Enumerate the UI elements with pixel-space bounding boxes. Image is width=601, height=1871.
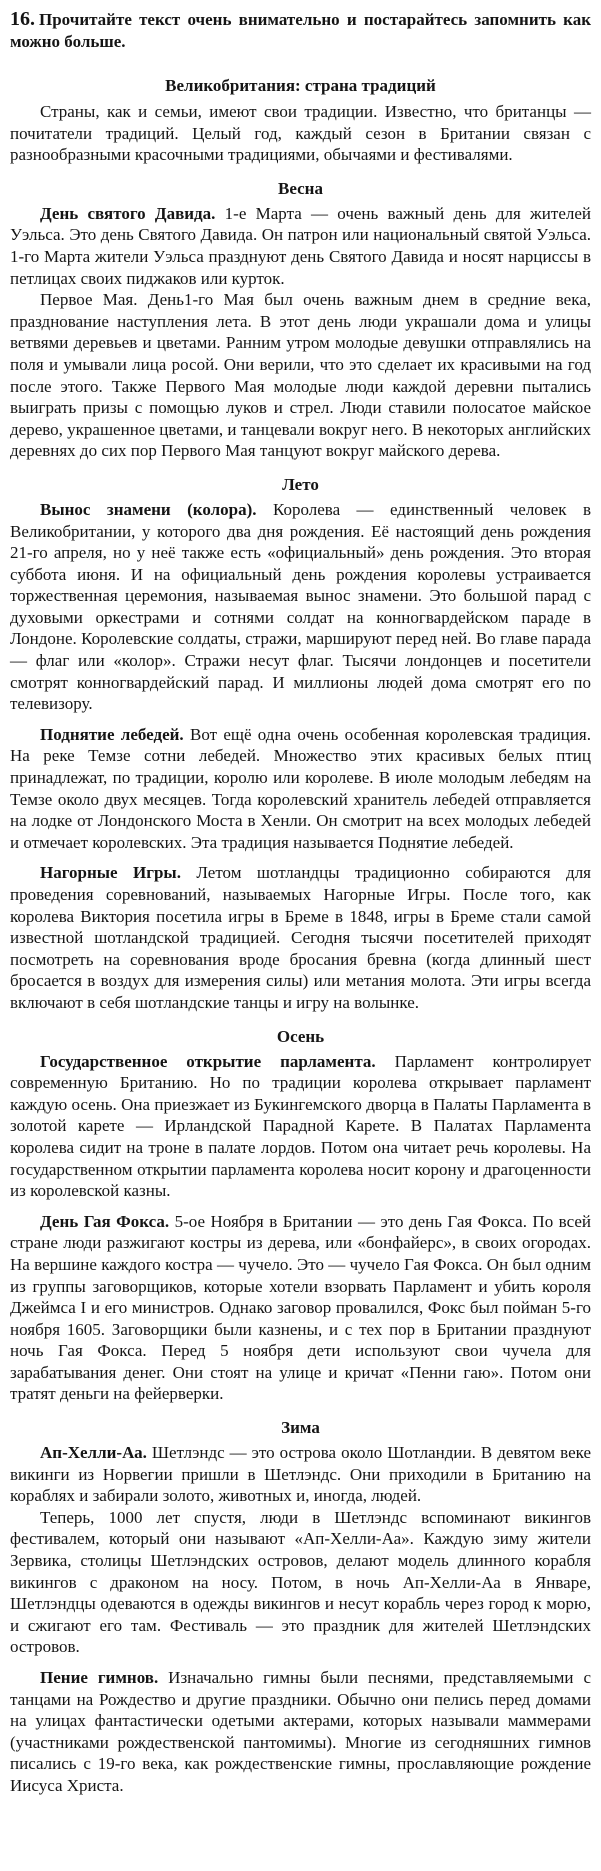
paragraph-text: Вот ещё одна очень особенная королевская традиция. На реке Темзе сотни лебедей. Множество этих красивых белых птиц принадлежат, по традиции, королю или королеве. В июле молодым лебедям на Темзе около двух месяцев. Тогда королевский хранитель лебедей отправляется на лодке от Лондонского Моста в Хенли. Он смотрит на всех молодых лебедей и отмечает королевских. Эта традиция называется Поднятие лебедей.	[10, 724, 591, 852]
task-instruction-text: Прочитайте текст очень внимательно и постарайтесь запомнить как можно больше.	[10, 10, 591, 51]
paragraph-carol-singing	[10, 1667, 591, 1797]
paragraph-st-david	[10, 203, 591, 289]
article-title: Великобритания: страна традиций	[165, 76, 436, 95]
paragraph-lead: Нагорные Игры.	[40, 863, 181, 883]
paragraph-lead: День святого Давида.	[40, 203, 216, 223]
intro-paragraph: Страны, как и семьи, имеют свои традиции. Известно, что британцы — почитатели традиций. Целый год, каждый сезон в Британии связан с разнообразными красочными традициями, обычаями и фестивалями.	[10, 102, 591, 165]
paragraph-trooping-colour	[10, 499, 591, 715]
paragraph-lead: Поднятие лебедей.	[40, 724, 184, 744]
paragraph-swan-upping	[10, 724, 591, 854]
paragraph-lead: Пение гимнов.	[40, 1668, 159, 1687]
paragraph-state-opening	[10, 1051, 591, 1202]
paragraph-text: Летом шотландцы традиционно собираются для проведения соревнований, называемых Нагорные Игры. После того, как королева Виктория посетила игры в Бреме в 1848, игры в Бреме стали самой известной шотландской традицией. Сегодня тысячи посетителей приходят посмотреть на соревнования вроде бросания бревна (когда длинный шест бросается в воздух для измерения силы) или метания молота. Эти игры всегда включают в себя шотландские танцы и игру на волынке.	[10, 863, 591, 1012]
season-heading-autumn: Осень	[276, 1026, 325, 1046]
paragraph-text: Парламент контролирует современную Британию. Но по традиции королева открывает парламент каждую осень. Она приезжает из Букингемского дворца в Палаты Парламента в золотой карете — Ирландской Парадной Карете. В Палатах Парламента королева сидит на троне в палате лордов. Потом она читает речь королевы. На государственном открытии парламента королева носит корону и драгоценности из королевской казны.	[10, 1051, 591, 1201]
season-heading-spring: Весна	[278, 178, 323, 198]
season-heading-summer: Лето	[282, 474, 319, 494]
paragraph-guy-fawkes	[10, 1211, 591, 1405]
paragraph-lead: Ап-Хелли-Аа.	[40, 1443, 147, 1463]
paragraph-up-helly-aa	[10, 1442, 591, 1507]
paragraph-highland-games	[10, 862, 591, 1013]
task-instruction	[10, 8, 591, 53]
paragraph-text: Королева — единственный человек в Великобритании, у которого два дня рождения. Её настоящий день рождения 21-го апреля, но у неё также есть «официальный» день рождения. Это вторая суббота июня. И на официальный день рождения королевы устраивается торжественная церемония, называемая вынос знамени. Это большой парад с духовыми оркестрами и сотнями солдат на конногвардейском параде в Лондоне. Королевские солдаты, стражи, маршируют перед ней. Во главе парада — флаг или «колор». Стражи несут флаг. Тысячи лондонцев и посетители смотрят конногвардейский парад. И миллионы людей дома смотрят его по телевизору.	[10, 499, 591, 714]
paragraph-text: 1-е Марта — очень важный день для жителей Уэльса. Это день Святого Давида. Он патрон или национальный святой Уэльса. 1-го Марта жители Уэльса празднуют день Святого Давида и носят нарциссы в петлицах своих пиджаков или курток.	[10, 203, 591, 288]
season-heading-winter: Зима	[281, 1418, 320, 1438]
paragraph-lead: Вынос знамени (колора).	[40, 499, 257, 519]
task-number: 16.	[10, 8, 35, 30]
paragraph-lead: Государственное открытие парламента.	[40, 1051, 376, 1071]
paragraph-lead: День Гая Фокса.	[40, 1211, 170, 1231]
paragraph-text: 5-ое Ноября в Британии — это день Гая Фокса. По всей стране люди разжигают костры из дерева, или «бонфайерс», в своих огородах. На вершине каждого костра — чучело. Это — чучело Гая Фокса. Он был одним из группы заговорщиков, которые хотели взорвать Парламент и убить короля Джеймса I и его министров. Однако заговор провалился, Фокс был пойман 5-го ноября 1605. Заговорщики были казнены, и с тех пор в Британии празднуют ночь Гая Фокса. Перед 5 ноября дети используют свои чучела для зарабатывания денег. Они стоят на улице и кричат «Пенни гаю». Потом они тратят деньги на фейерверки.	[10, 1211, 591, 1404]
paragraph-text: Шетлэндс — это острова около Шотландии. В девятом веке викинги из Норвегии пришли в Шетлэндс. Они приходили в Британию на кораблях и забирали золото, животных и, иногда, людей.	[10, 1443, 591, 1506]
textbook-page	[10, 8, 591, 1797]
paragraph-may-day: Первое Мая. День1-го Мая был очень важным днем в средние века, празднование наступления лета. В этот день люди украшали дома и улицы ветвями деревьев и цветами. Ранним утром молодые девушки отправлялись на поля и умывали лица росой. Они верили, что это сделает их красивыми на год после этого. Также Первого Мая молодые люди каждой деревни пытались выиграть призы с помощью луков и стрел. Люди ставили полосатое майское дерево, украшенное цветами, и танцевали вокруг него. В некоторых английских деревнях до сих пор Первого Мая танцуют вокруг майского дерева.	[10, 290, 591, 461]
paragraph-up-helly-aa-continued: Теперь, 1000 лет спустя, люди в Шетлэндс вспоминают викингов фестивалем, который они называют «Ап-Хелли-Аа». Каждую зиму жители Зервика, столицы Шетлэндских островов, делают модель длинного корабля викингов с драконом на носу. Потом, в ночь Ап-Хелли-Аа в Январе, Шетлэндцы одеваются в одежды викингов и несут корабль через город к морю, и сжигают его там. Фестиваль — это праздник для жителей Шетлэндских островов.	[10, 1507, 591, 1657]
paragraph-text: Изначально гимны были песнями, представляемыми с танцами на Рождество и другие праздники. Обычно они пелись перед домами на улицах фантастически одетыми актерами, которых называли маммерами (участниками рождественской пантомимы). Многие из сегодняшних гимнов писались с 19-го века, как рождественские гимны, прославляющие рождение Иисуса Христа.	[10, 1668, 591, 1795]
